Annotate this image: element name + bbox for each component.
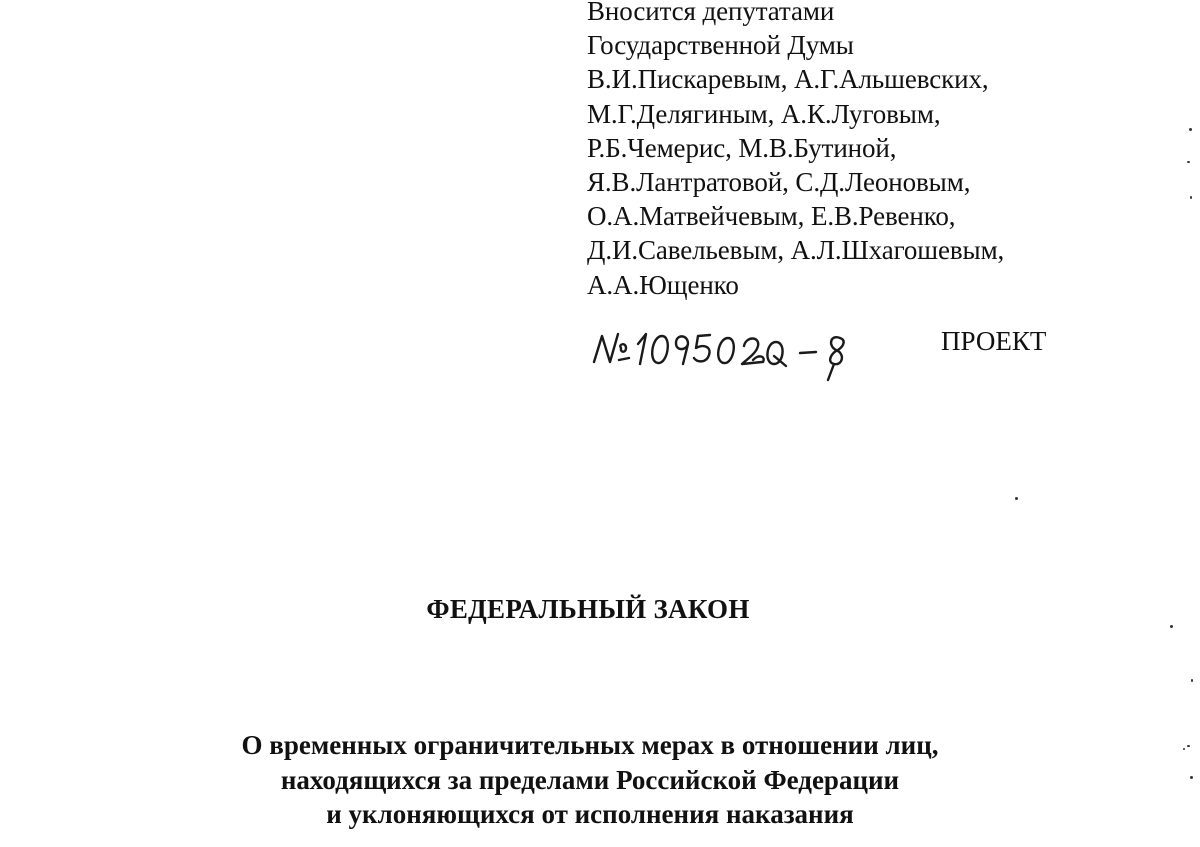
scan-artifact bbox=[1190, 196, 1192, 199]
submitter-block bbox=[587, 0, 1147, 302]
scan-artifact bbox=[1189, 128, 1192, 131]
submitter-line: Р.Б.Чемерис, М.В.Бутиной, bbox=[587, 132, 897, 163]
scan-artifact bbox=[1015, 497, 1018, 500]
submitter-line: Д.И.Савельевым, А.Л.Шхагошевым, bbox=[587, 235, 1005, 266]
draft-status-label: ПРОЕКТ bbox=[941, 326, 1047, 356]
document-title bbox=[0, 728, 1180, 832]
scan-artifact bbox=[1187, 161, 1190, 163]
scan-artifact bbox=[1183, 748, 1185, 750]
scan-artifact bbox=[1187, 745, 1190, 747]
submitter-line: О.А.Матвейчевым, Е.В.Ревенко, bbox=[587, 201, 956, 232]
scan-artifact bbox=[1170, 625, 1173, 628]
submitter-line: Вносится депутатами bbox=[587, 0, 835, 26]
scan-artifact bbox=[1191, 679, 1193, 682]
submitter-line: Государственной Думы bbox=[587, 30, 854, 61]
document-type-heading: ФЕДЕРАЛЬНЫЙ ЗАКОН bbox=[426, 594, 750, 624]
document-title-line: и уклоняющихся от исполнения наказания bbox=[326, 799, 854, 829]
document-title-line: О временных ограничительных мерах в отношении лиц, bbox=[241, 730, 939, 760]
submitter-line: А.А.Ющенко bbox=[587, 269, 739, 300]
submitter-line: Я.В.Лантратовой, С.Д.Леоновым, bbox=[587, 167, 971, 198]
document-title-line: находящихся за пределами Российской Федерации bbox=[280, 764, 900, 795]
submitter-line: М.Г.Делягиным, А.К.Луговым, bbox=[587, 98, 941, 129]
handwritten-bill-number-drawing bbox=[588, 322, 858, 384]
submitter-line: В.И.Пискаревым, А.Г.Альшевских, bbox=[587, 64, 989, 95]
scan-artifact bbox=[1190, 776, 1193, 779]
handwritten-bill-number bbox=[588, 322, 858, 384]
